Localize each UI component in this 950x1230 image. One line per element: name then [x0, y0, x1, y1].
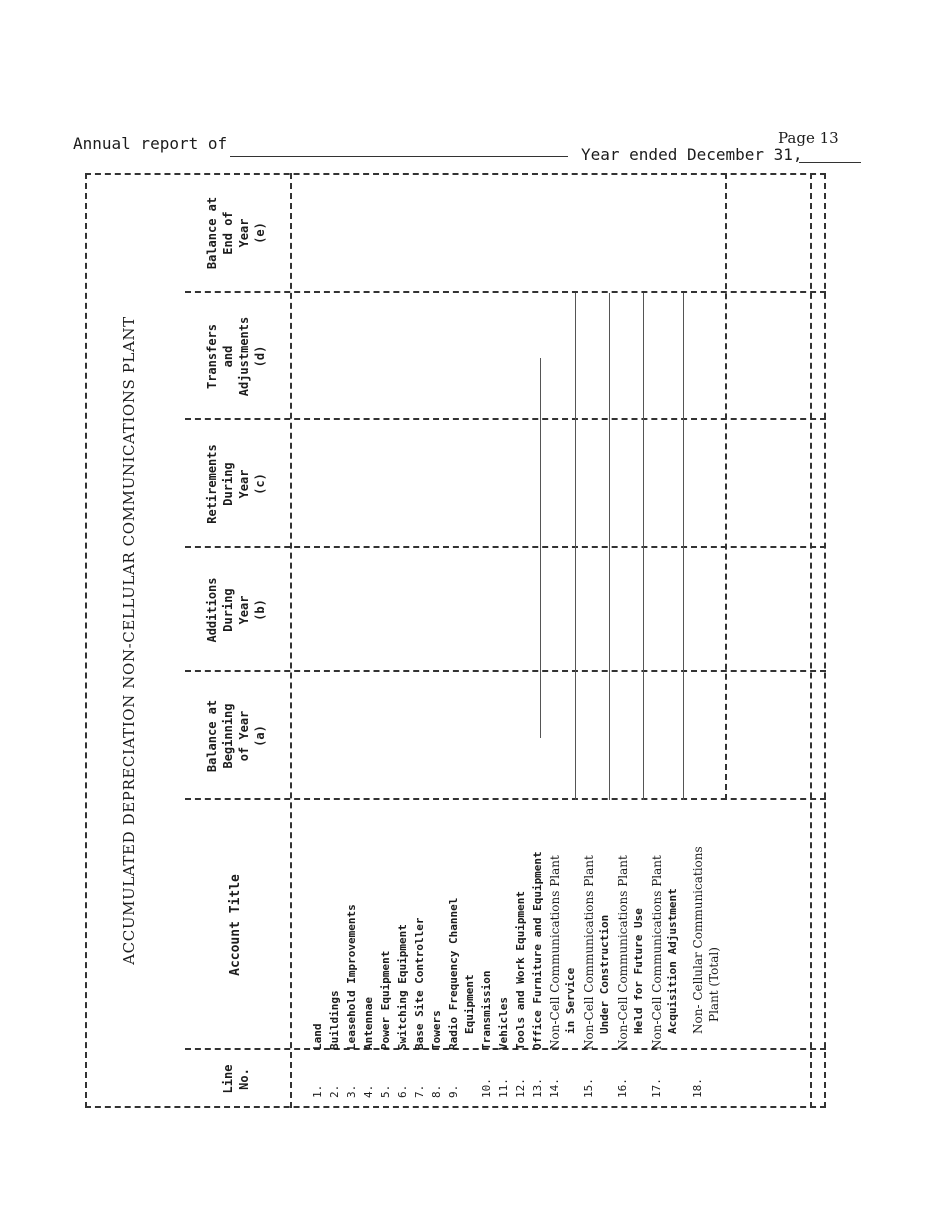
account-title: Switching Equipment [396, 924, 409, 1050]
col-header-text: (b) [253, 599, 267, 621]
account-title-cont: in Service [564, 967, 577, 1034]
col-header-text: and [221, 345, 235, 368]
account-title: Non- Cellular Communications [691, 846, 705, 1034]
header-rule [290, 173, 292, 1108]
line-number: 18. [691, 1078, 704, 1098]
account-title: Vehicles [497, 997, 510, 1050]
col-header-c [185, 420, 287, 548]
account-title-cont: Equipment [463, 974, 476, 1034]
account-title: Office Furniture and Equipment [531, 851, 544, 1050]
form-title: ACCUMULATED DEPRECIATION NON-CELLULAR COMMUNICATIONS PLANT [120, 316, 138, 965]
row-divider [609, 293, 610, 800]
page-number: Page 13 [778, 129, 839, 147]
account-title: Non-Cell Communications Plant [582, 855, 596, 1050]
line-number: 15. [582, 1078, 595, 1098]
line-number: 13. [531, 1078, 544, 1098]
col-header-b [185, 548, 287, 672]
account-title: Non-Cell Communications Plant [650, 855, 664, 1050]
line-number: 11. [497, 1078, 510, 1098]
col-header-text: (a) [253, 725, 267, 747]
col-header-text: (d) [253, 345, 267, 368]
line-number: 7. [413, 1084, 426, 1098]
line-number: 16. [616, 1078, 629, 1098]
col-header-account-title [185, 800, 287, 1050]
col-header-text: Line [221, 1064, 235, 1094]
col-header-a [185, 672, 287, 800]
line-number: 5. [379, 1084, 392, 1098]
col-header-text: Additions [205, 577, 219, 643]
account-title: Antennae [362, 997, 375, 1050]
reporting-company-blank [230, 156, 568, 157]
total-rule [725, 173, 727, 800]
col-header-text: Adjustments [237, 316, 251, 397]
account-title-cont: Held for Future Use [632, 908, 645, 1034]
account-title: Radio Frequency Channel [447, 897, 460, 1050]
line-number: 14. [548, 1078, 561, 1098]
line-number: 4. [362, 1084, 375, 1098]
col-header-text: (e) [253, 222, 267, 244]
col-header-text: During [221, 462, 235, 506]
account-title: Non-Cell Communications Plant [616, 855, 630, 1050]
form-bottom-rule [810, 173, 812, 1108]
col-header-text: Year [237, 218, 251, 248]
line-number: 1. [311, 1084, 324, 1098]
col-header-text: Transfers [205, 323, 219, 390]
account-title: Transmission [480, 970, 493, 1050]
year-ended-label: Year ended December 31, [581, 145, 803, 164]
line-number: 17. [650, 1078, 663, 1098]
account-title-cont: Plant (Total) [707, 947, 721, 1022]
account-title-cont: Acquisition Adjustment [666, 888, 679, 1034]
row-divider [683, 293, 684, 800]
col-header-text: Year [237, 595, 251, 625]
col-header-text: During [221, 588, 235, 632]
annual-report-label: Annual report of [73, 134, 228, 153]
col-header-text: Account Title [228, 874, 243, 976]
account-title: Non-Cell Communications Plant [548, 855, 562, 1050]
depreciation-form [85, 168, 835, 1108]
col-header-text: End of [221, 211, 235, 255]
col-header-e [185, 173, 287, 293]
col-header-line-no [185, 1050, 287, 1108]
col-header-text: (c) [253, 473, 267, 495]
line-number: 8. [430, 1084, 443, 1098]
col-header-text: No. [237, 1068, 251, 1090]
col-header-text: Balance at [205, 699, 219, 773]
account-title: Towers [430, 1010, 443, 1050]
account-title: Power Equipment [379, 950, 392, 1050]
line-number: 2. [328, 1084, 341, 1098]
account-title: Buildings [328, 990, 341, 1050]
line-number: 9. [447, 1084, 460, 1098]
col-header-text: of Year [237, 710, 251, 762]
col-header-d [185, 293, 287, 420]
account-title: Base Site Controller [413, 917, 426, 1050]
line-number: 12. [514, 1078, 527, 1098]
col-header-text: Retirements [205, 444, 219, 524]
account-title-cont: Under Construction [598, 914, 611, 1034]
line-number: 3. [345, 1084, 358, 1098]
account-title: Tools and Work Equipment [514, 891, 527, 1050]
year-blank [799, 162, 861, 163]
line-number: 10. [480, 1078, 493, 1098]
account-title: Leasehold Improvements [345, 904, 358, 1050]
row-divider [540, 358, 541, 738]
line-number: 6. [396, 1084, 409, 1098]
account-title: Land [311, 1023, 324, 1050]
col-header-text: Balance at [205, 196, 219, 270]
col-header-text: Year [237, 469, 251, 499]
row-divider [575, 293, 576, 800]
col-header-text: Beginning [221, 703, 235, 769]
row-divider [643, 293, 644, 800]
